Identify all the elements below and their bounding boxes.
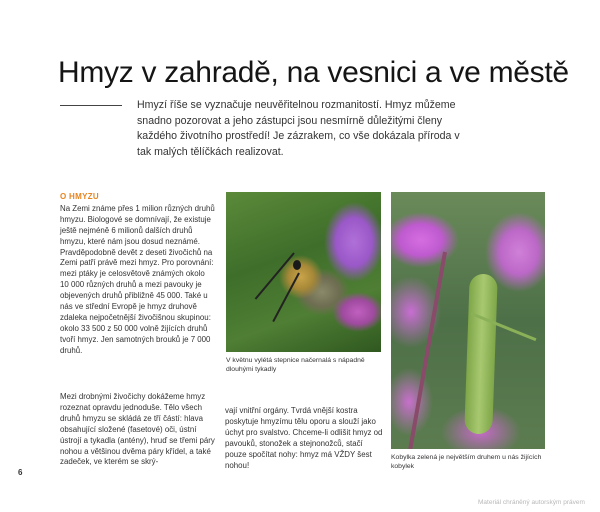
page-number: 6 — [18, 468, 23, 477]
lead-paragraph: Hmyzí říše se vyznačuje neuvěřitelnou rozmanitostí. Hmyz můžeme snadno pozorovat a jeho zástupci jsou nesmírně důležitými členy každého životního prostředí! Je zázrakem, co vše dokázala příroda v tak malých tělíčkách realizovat. — [137, 99, 460, 158]
section-heading: O HMYZU — [60, 192, 99, 201]
title-underline-rule — [60, 105, 122, 106]
photo-caption-bee: V květnu vylétá stepnice načernalá s nápadně dlouhými tykadly — [226, 357, 365, 373]
insect-eye-shape — [293, 260, 301, 270]
article-column-1 — [60, 192, 215, 357]
page-title: Hmyz v zahradě, na vesnici a ve městě — [58, 56, 569, 89]
body-paragraph-2-start: Mezi drobnými živočichy dokážeme hmyz rozeznat opravdu jednoduše. Tělo všech druhů hmyzu se skládá ze tří částí: hlava obsahující složené (fasetové) oči, ústní ústrojí a tykadla (antény), hruď se třemi páry nohou a většinou dvěma páry křídel, a také zadeček, ve kterém se skrý- — [60, 392, 215, 467]
flower-stem-shape — [408, 252, 447, 449]
katydid-body-shape — [464, 274, 498, 435]
copyright-watermark: Materiál chráněný autorským právem — [478, 499, 585, 506]
photo-green-katydid — [391, 192, 545, 449]
body-paragraph-2-continued: vají vnitřní orgány. Tvrdá vnější kostra poskytuje hmyzímu tělu oporu a slouží jako úchyt pro svalstvo. Chceme-li odlišit hmyz od pavouků, stonožek a stejnonožců, stačí pouze spočítat nohy: hmyz má VŽDY šest nohou! — [225, 406, 383, 470]
body-paragraph-1: Na Zemi známe přes 1 milion různých druhů hmyzu. Biologové se domnívají, že existuje ještě nejméně 6 milionů dalších druhů hmyzu, které nám jsou dosud neznámé. Pravděpodobně devět z deseti živočichů na Zemi patří právě mezi hmyz. Pro porovnání: mezi ptáky je celosvětově známých okolo 10 000 různých druhů a mezi pavouky je objevených druhů přibližně 45 000. Také u nás ve střední Evropě je hmyz druhově zdaleka nejpočetnější živočišnou skupinou: okolo 33 500 z 50 000 volně žijících druhů tvoří hmyz. Jen samotných brouků je 7 000 druhů. — [60, 203, 215, 355]
antenna-shape — [272, 273, 300, 323]
photo-caption-katydid: Kobylka zelená je největším druhem u nás žijících kobylek — [391, 454, 542, 470]
photo-bee-on-flower — [226, 192, 381, 352]
